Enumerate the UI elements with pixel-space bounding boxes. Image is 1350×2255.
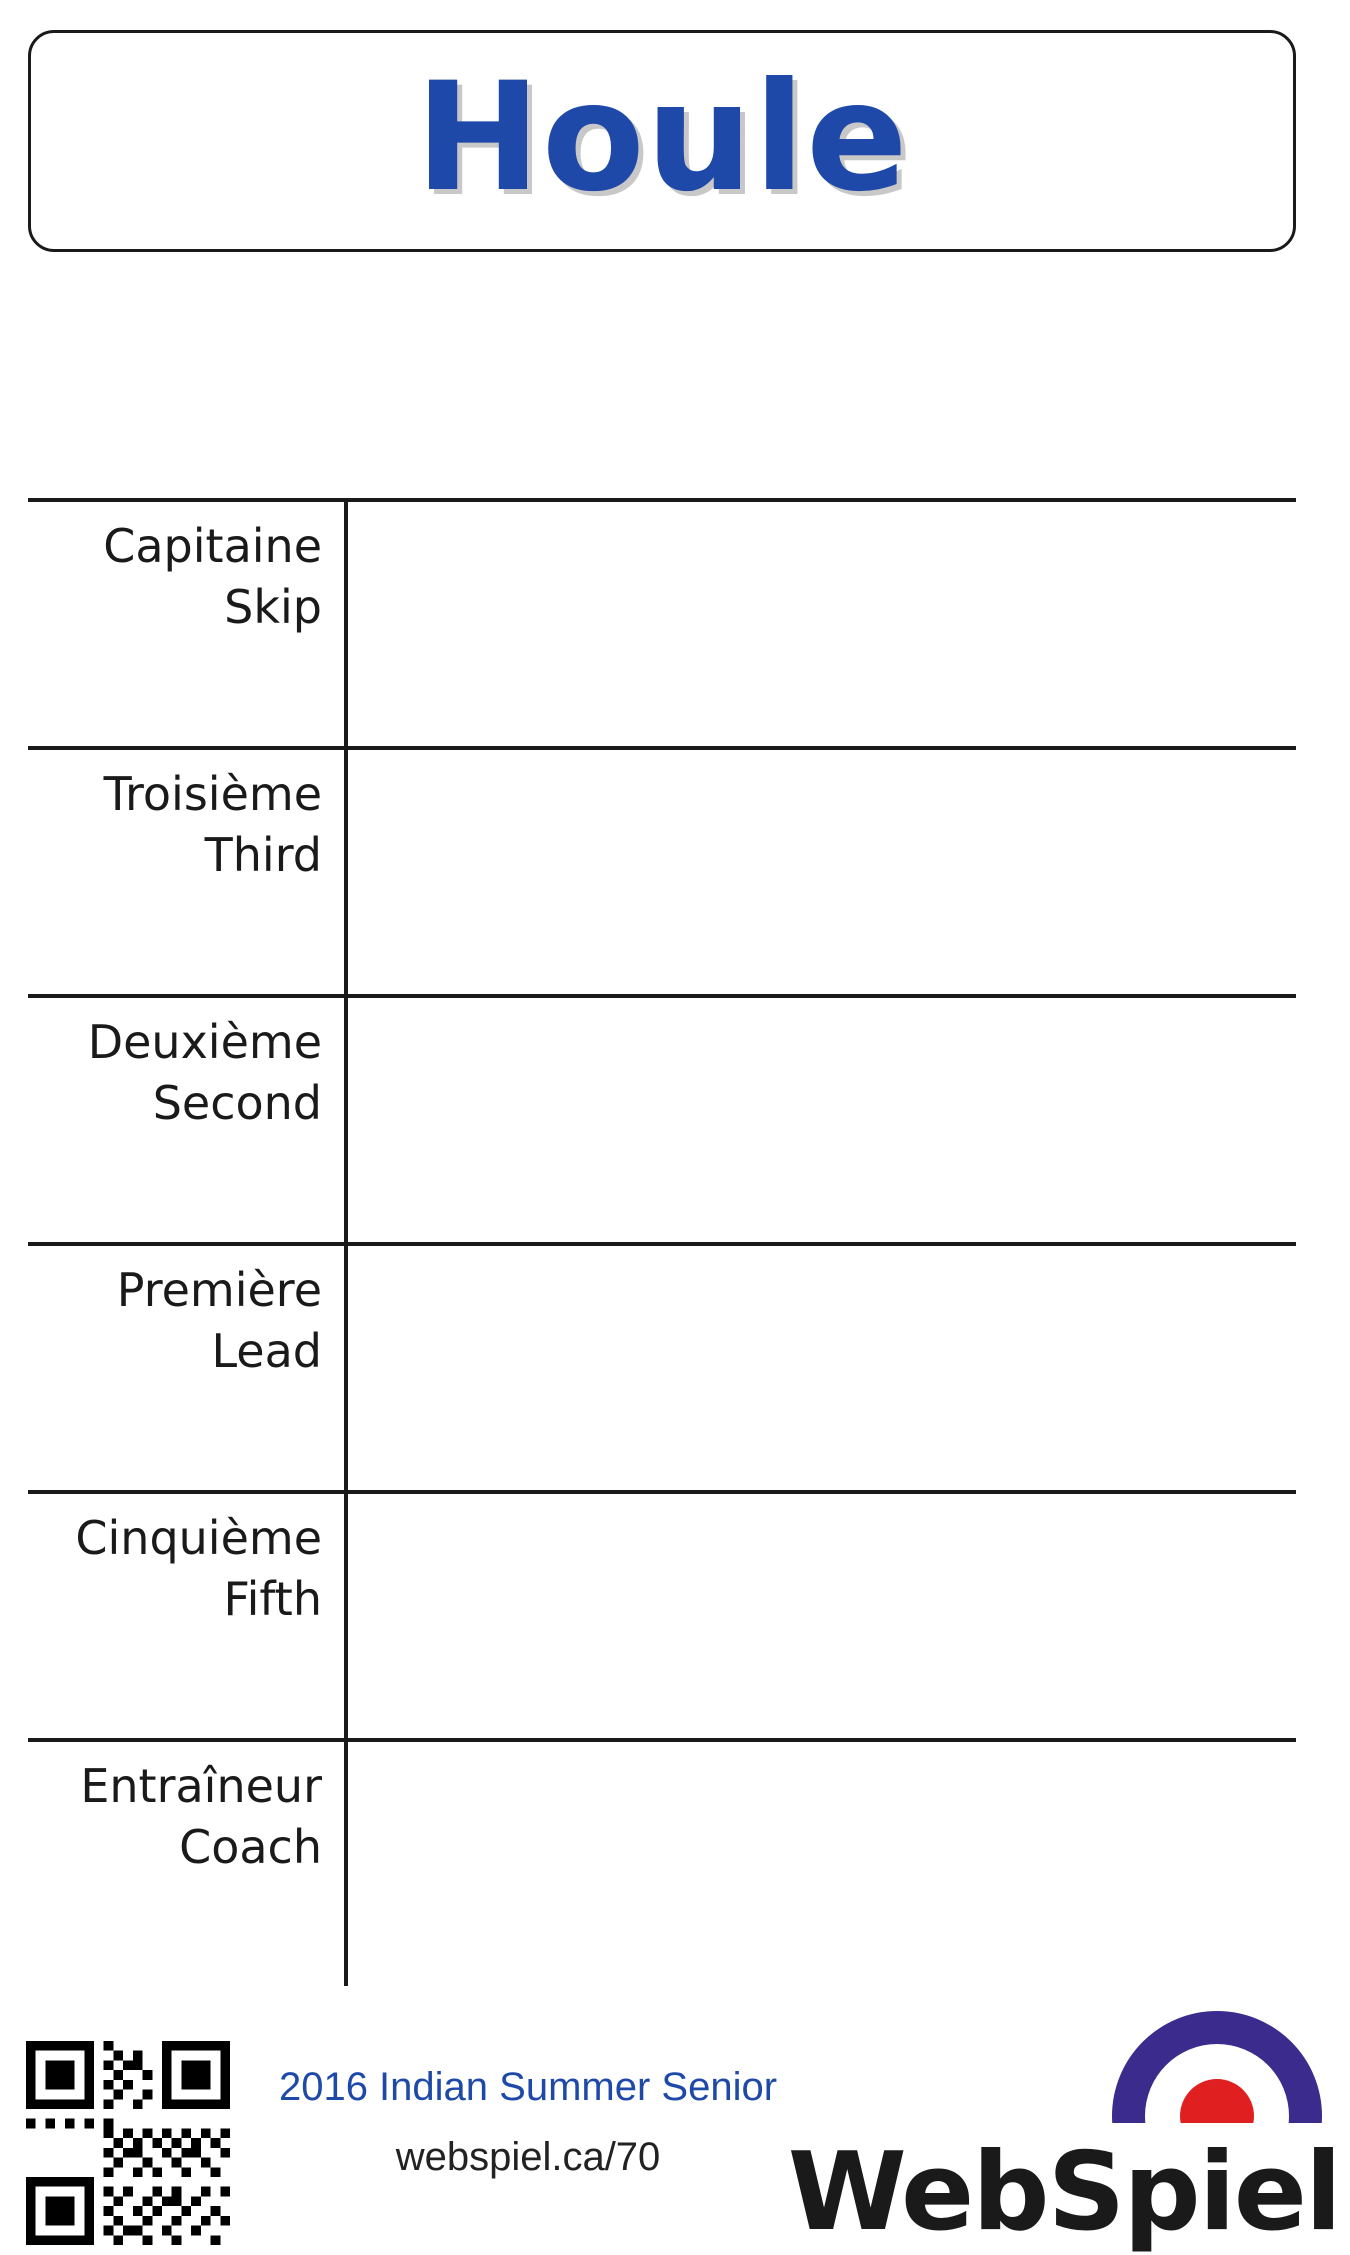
role-label-fr: Entraîneur xyxy=(80,1759,322,1813)
role-label-en: Lead xyxy=(211,1323,322,1378)
role-label-fr: Capitaine xyxy=(103,519,322,573)
qr-code-icon[interactable] xyxy=(26,2041,230,2245)
table-row xyxy=(28,746,1296,994)
role-cell xyxy=(28,1246,348,1490)
player-name-field[interactable] xyxy=(348,1494,1296,1738)
role-cell xyxy=(28,998,348,1242)
footer xyxy=(0,2005,1350,2255)
role-label-fr: Deuxième xyxy=(87,1015,322,1069)
table-row xyxy=(28,994,1296,1242)
event-name: 2016 Indian Summer Senior xyxy=(278,2065,778,2109)
role-cell xyxy=(28,1742,348,1986)
role-label-fr: Première xyxy=(116,1263,322,1317)
role-label-fr: Troisième xyxy=(103,767,322,821)
table-row xyxy=(28,498,1296,746)
role-label-en: Skip xyxy=(224,579,322,634)
role-label-en: Second xyxy=(152,1075,322,1130)
table-row xyxy=(28,1490,1296,1738)
qr-code-svg xyxy=(26,2041,230,2245)
role-cell xyxy=(28,502,348,746)
role-label-fr: Cinquième xyxy=(75,1511,322,1565)
role-cell xyxy=(28,750,348,994)
sheet-title-box xyxy=(28,30,1296,252)
table-row xyxy=(28,1242,1296,1490)
event-info xyxy=(238,2063,818,2181)
page-title: Houle xyxy=(415,51,909,225)
role-label-en: Third xyxy=(204,827,322,882)
webspiel-logo xyxy=(787,2011,1340,2255)
curling-house-icon xyxy=(1112,2011,1322,2123)
role-label-en: Coach xyxy=(179,1819,322,1874)
brand-name: WebSpiel xyxy=(787,2130,1340,2255)
player-name-field[interactable] xyxy=(348,1246,1296,1490)
role-cell xyxy=(28,1494,348,1738)
player-name-field[interactable] xyxy=(348,750,1296,994)
event-url[interactable]: webspiel.ca/70 xyxy=(395,2135,661,2179)
table-row xyxy=(28,1738,1296,1986)
roster-table xyxy=(28,498,1296,1986)
player-name-field[interactable] xyxy=(348,502,1296,746)
role-label-en: Fifth xyxy=(223,1571,322,1626)
player-name-field[interactable] xyxy=(348,1742,1296,1986)
player-name-field[interactable] xyxy=(348,998,1296,1242)
